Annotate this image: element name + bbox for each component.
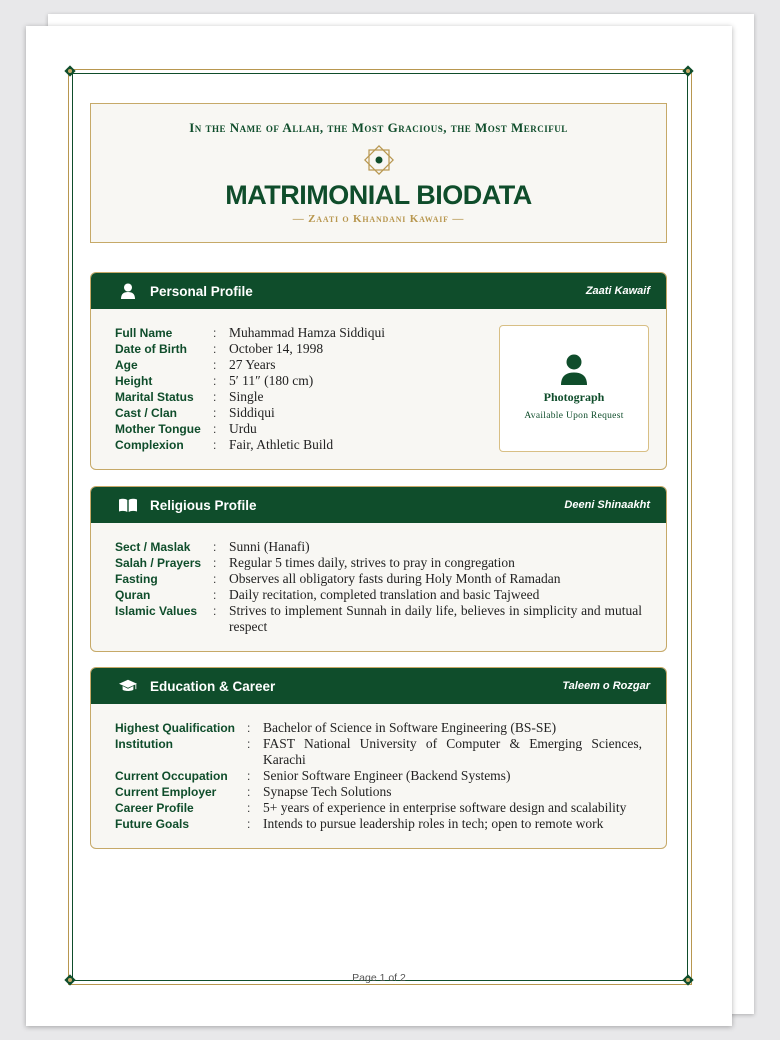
photograph-label: Photograph bbox=[543, 390, 605, 404]
detail-label: Salah / Prayers bbox=[115, 556, 202, 570]
biodata-header bbox=[90, 103, 667, 243]
detail-label: Current Occupation bbox=[115, 769, 228, 783]
education-details-list bbox=[91, 704, 666, 832]
detail-row: Cast / Clan : Siddiqui bbox=[115, 405, 642, 421]
detail-value: 5′ 11″ (180 cm) bbox=[229, 373, 314, 388]
detail-row: Marital Status : Single bbox=[115, 389, 642, 405]
detail-row: Quran : Daily recitation, completed translation and basic Tajweed bbox=[115, 587, 642, 603]
detail-label: Height bbox=[115, 374, 153, 388]
detail-value: Urdu bbox=[229, 421, 257, 436]
detail-row: Institution : FAST National University of Computer & Emerging Sciences, Karachi bbox=[115, 736, 642, 767]
detail-row: Current Occupation : Senior Software Engineer (Backend Systems) bbox=[115, 768, 642, 784]
detail-value: Single bbox=[229, 389, 264, 404]
user-icon bbox=[119, 282, 137, 300]
detail-row: Complexion : Fair, Athletic Build bbox=[115, 437, 642, 453]
detail-value: Synapse Tech Solutions bbox=[263, 784, 392, 799]
detail-value: Observes all obligatory fasts during Holy Month of Ramadan bbox=[229, 571, 561, 586]
section-header bbox=[91, 273, 666, 309]
detail-label: Institution bbox=[115, 737, 173, 751]
document-page bbox=[26, 26, 732, 1026]
detail-value: Regular 5 times daily, strives to pray in congregation bbox=[229, 555, 515, 570]
detail-value: 5+ years of experience in enterprise software design and scalability bbox=[263, 800, 627, 815]
detail-label: Mother Tongue bbox=[115, 422, 201, 436]
detail-row: Salah / Prayers : Regular 5 times daily, strives to pray in congregation bbox=[115, 555, 642, 571]
detail-value: 27 Years bbox=[229, 357, 276, 372]
detail-value: Strives to implement Sunnah in daily life, believes in simplicity and mutual respect bbox=[229, 603, 642, 634]
section-subtitle: Zaati Kawaif bbox=[585, 285, 650, 297]
detail-value: Bachelor of Science in Software Engineering (BS-SE) bbox=[263, 720, 557, 735]
detail-label: Age bbox=[115, 358, 138, 372]
section-header bbox=[91, 487, 666, 523]
detail-label: Sect / Maslak bbox=[115, 540, 191, 554]
detail-value: Intends to pursue leadership roles in tech; open to remote work bbox=[263, 816, 604, 831]
detail-row: Date of Birth : October 14, 1998 bbox=[115, 341, 642, 357]
detail-row: Mother Tongue : Urdu bbox=[115, 421, 642, 437]
section-subtitle: Deeni Shinaakht bbox=[564, 499, 650, 511]
detail-label: Date of Birth bbox=[115, 342, 187, 356]
detail-row: Sect / Maslak : Sunni (Hanafi) bbox=[115, 539, 642, 555]
detail-row: Islamic Values : Strives to implement Sunnah in daily life, believes in simplicity and mutual respect bbox=[115, 603, 642, 634]
detail-label: Career Profile bbox=[115, 801, 194, 815]
detail-row: Highest Qualification : Bachelor of Science in Software Engineering (BS-SE) bbox=[115, 720, 642, 736]
detail-value: Senior Software Engineer (Backend Systems) bbox=[263, 768, 511, 783]
book-icon bbox=[119, 496, 137, 514]
section-header bbox=[91, 668, 666, 704]
corner-ornament-icon bbox=[64, 65, 76, 77]
detail-row: Career Profile : 5+ years of experience in enterprise software design and scalability bbox=[115, 800, 642, 816]
detail-value: Fair, Athletic Build bbox=[229, 437, 334, 452]
photograph-placeholder bbox=[499, 325, 649, 452]
personal-profile-section bbox=[90, 272, 667, 470]
detail-label: Marital Status bbox=[115, 390, 194, 404]
detail-row: Current Employer : Synapse Tech Solutions bbox=[115, 784, 642, 800]
detail-label: Full Name bbox=[115, 326, 173, 340]
graduation-cap-icon bbox=[119, 677, 137, 695]
section-title: Personal Profile bbox=[150, 283, 253, 299]
religious-details-list bbox=[91, 523, 666, 635]
photograph-note: Available Upon Request bbox=[524, 411, 624, 421]
detail-label: Current Employer bbox=[115, 785, 217, 799]
detail-value: Siddiqui bbox=[229, 405, 275, 420]
detail-label: Islamic Values bbox=[115, 604, 198, 618]
section-title: Education & Career bbox=[150, 678, 276, 694]
detail-value: FAST National University of Computer & Emerging Sciences, Karachi bbox=[263, 736, 642, 767]
detail-value: Sunni (Hanafi) bbox=[229, 539, 310, 554]
section-title: Religious Profile bbox=[150, 497, 257, 513]
page-number: Page 1 of 2 bbox=[352, 972, 406, 984]
document-title: MATRIMONIAL BIODATA bbox=[225, 180, 532, 210]
corner-ornament-icon bbox=[682, 65, 694, 77]
star-emblem-icon bbox=[361, 142, 397, 178]
detail-label: Cast / Clan bbox=[115, 406, 178, 420]
education-career-section bbox=[90, 667, 667, 849]
detail-row: Future Goals : Intends to pursue leadership roles in tech; open to remote work bbox=[115, 816, 642, 832]
person-icon bbox=[560, 354, 588, 386]
detail-label: Quran bbox=[115, 588, 151, 602]
detail-label: Future Goals bbox=[115, 817, 190, 831]
detail-label: Highest Qualification bbox=[115, 721, 236, 735]
detail-row: Fasting : Observes all obligatory fasts during Holy Month of Ramadan bbox=[115, 571, 642, 587]
detail-row: Full Name : Muhammad Hamza Siddiqui bbox=[115, 325, 642, 341]
section-subtitle: Taleem o Rozgar bbox=[562, 680, 650, 692]
bismillah-line: In the Name of Allah, the Most Gracious, the Most Merciful bbox=[189, 120, 568, 135]
detail-value: October 14, 1998 bbox=[229, 341, 324, 356]
detail-row: Height : 5′ 11″ (180 cm) bbox=[115, 373, 642, 389]
detail-label: Fasting bbox=[115, 572, 158, 586]
document-subtitle: — Zaati o Khandani Kawaif — bbox=[292, 213, 465, 225]
detail-value: Daily recitation, completed translation and basic Tajweed bbox=[229, 587, 540, 602]
detail-value: Muhammad Hamza Siddiqui bbox=[229, 325, 385, 340]
detail-label: Complexion bbox=[115, 438, 184, 452]
detail-row: Age : 27 Years bbox=[115, 357, 642, 373]
religious-profile-section bbox=[90, 486, 667, 652]
